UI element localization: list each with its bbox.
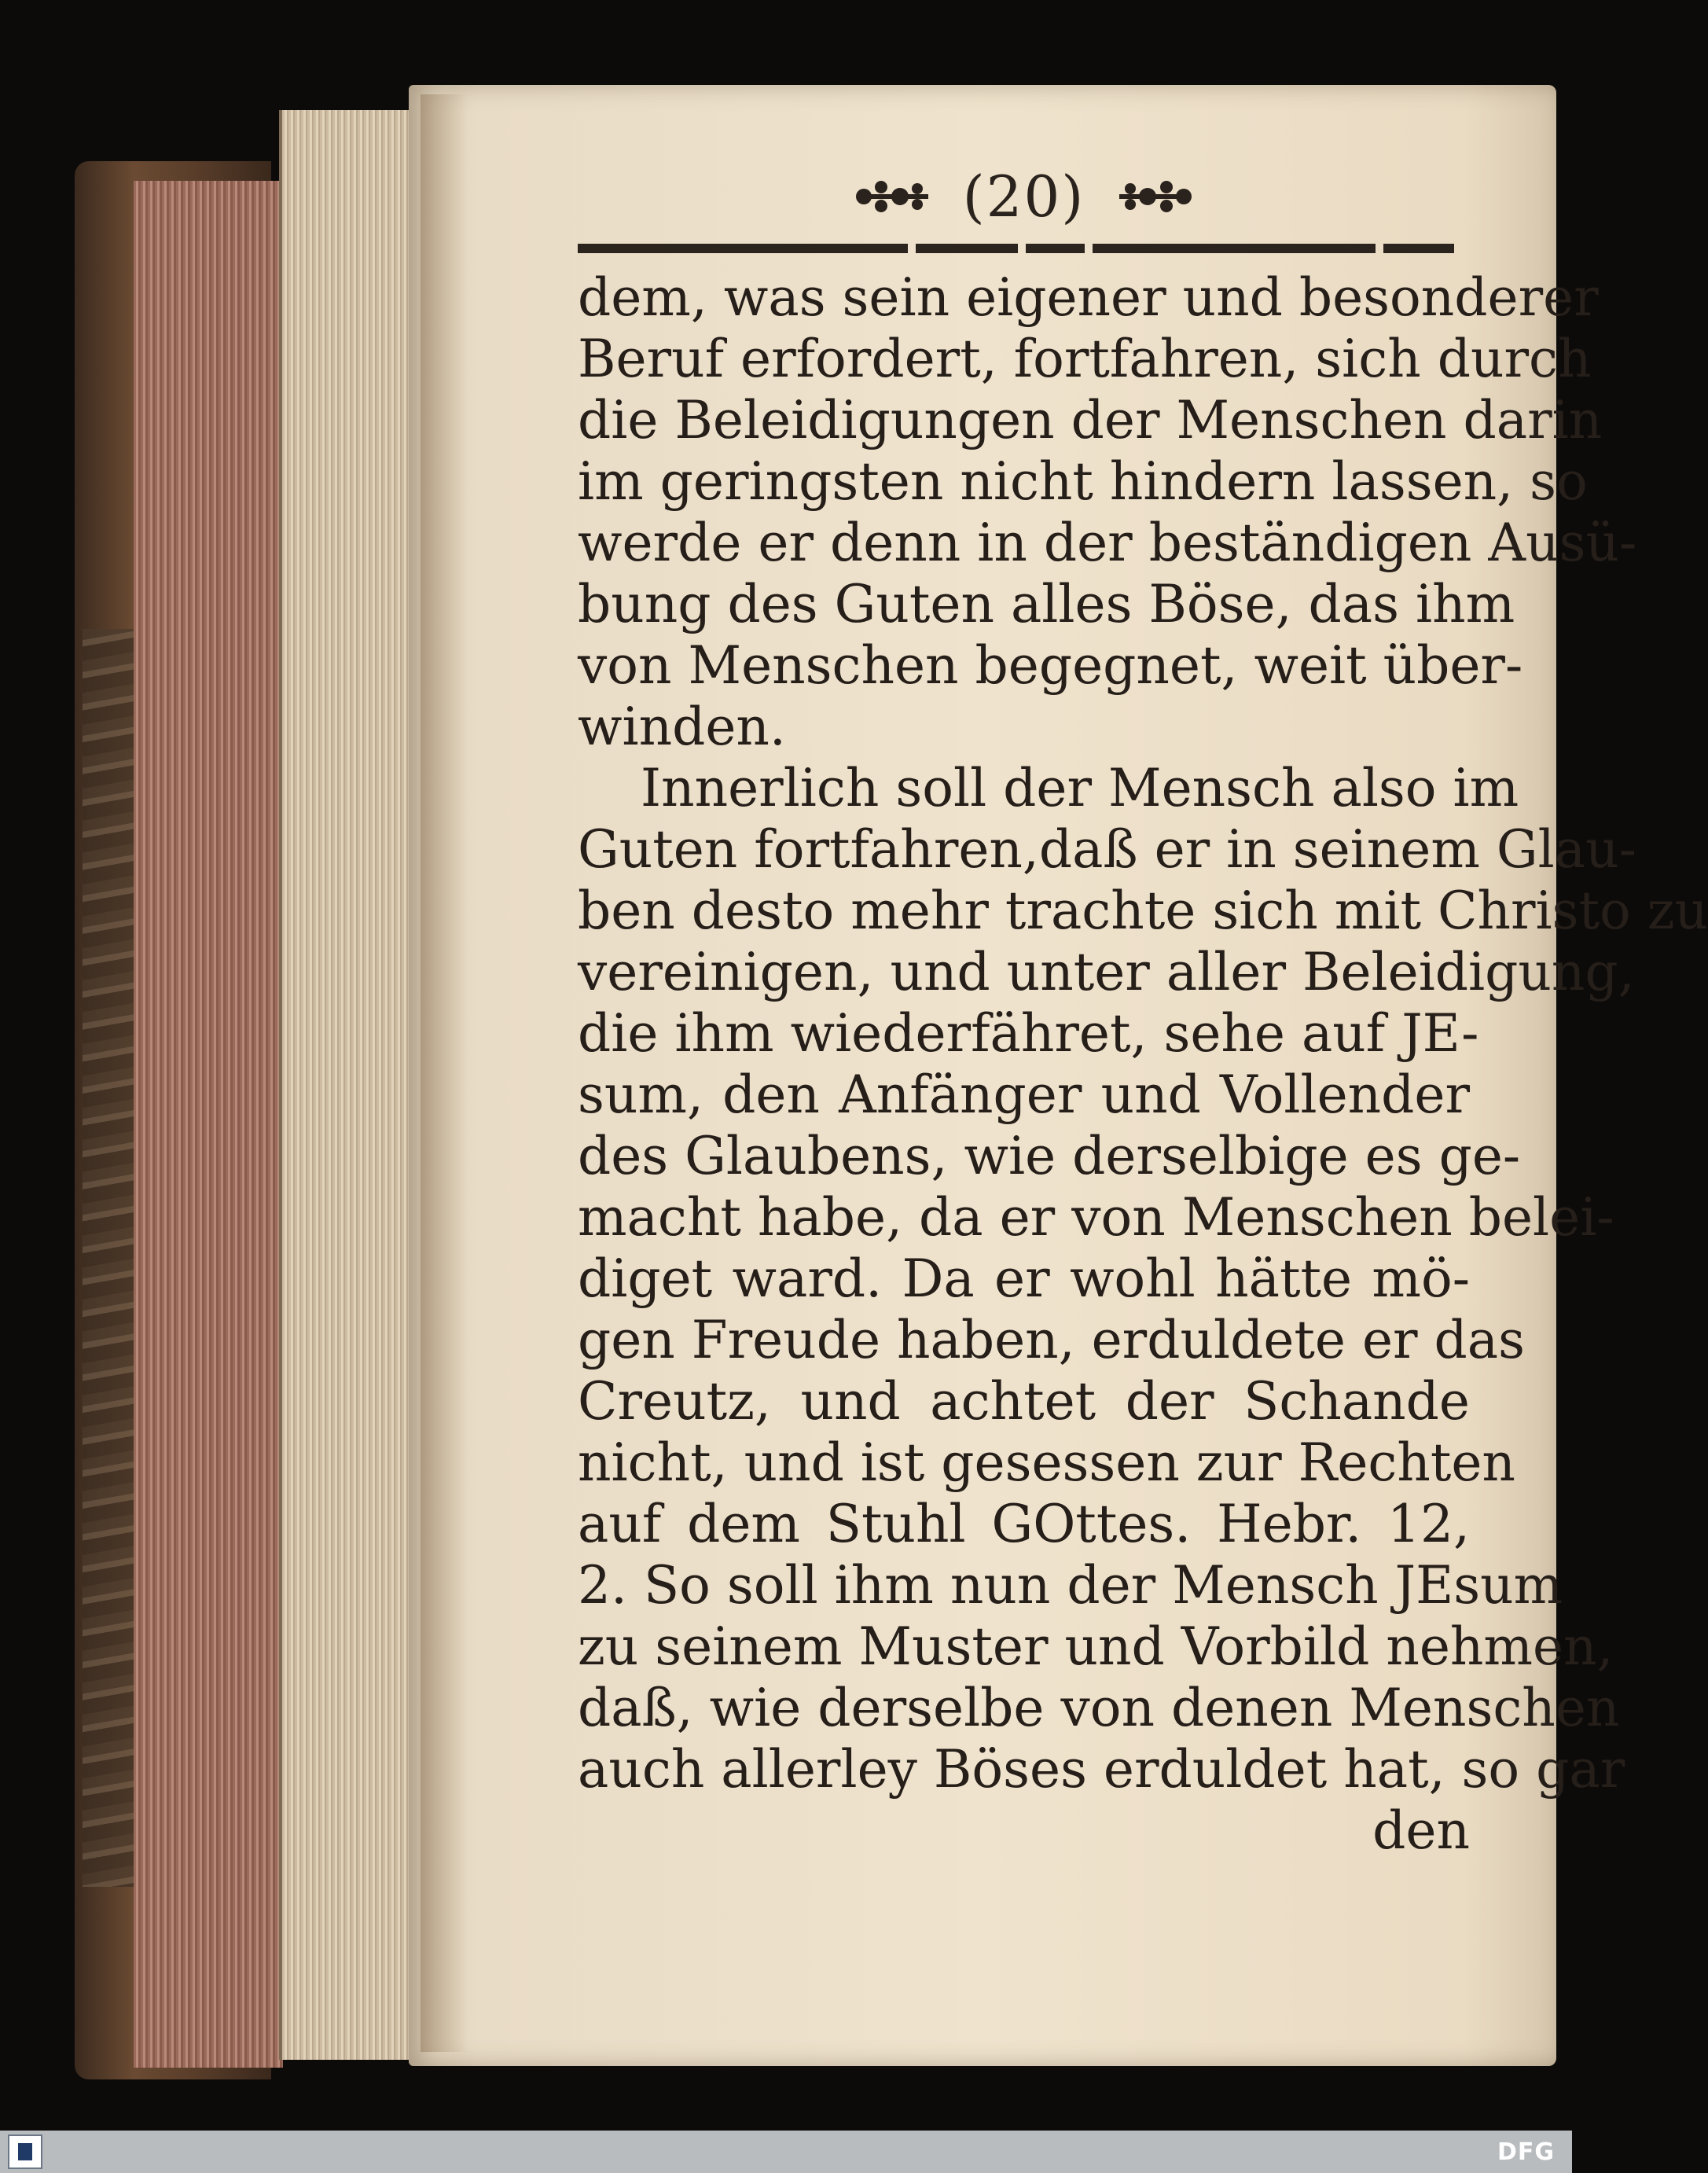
left-ornament-icon	[850, 173, 936, 220]
text-line: zu seinem Muster und Vorbild nehmen,	[578, 1616, 1614, 1677]
dfg-logo[interactable]: DFG	[1497, 2138, 1555, 2166]
page-number: (20)	[962, 164, 1085, 230]
text-line: ben desto mehr trachte sich mit Christo zu	[578, 881, 1708, 941]
text-line: Creutz, und achtet der Schande	[578, 1371, 1470, 1432]
text-line: von Menschen begegnet, weit über-	[578, 635, 1523, 696]
text-line: des Glaubens, wie derselbige es ge-	[578, 1126, 1521, 1186]
text-line: 2. So soll ihm nun der Mensch JEsum	[578, 1555, 1563, 1616]
text-line: diget ward. Da er wohl hätte mö-	[578, 1248, 1470, 1309]
rule-segment	[1383, 244, 1454, 253]
text-line: werde er denn in der beständigen Ausü-	[578, 513, 1637, 573]
text-line: auch allerley Böses erduldet hat, so gar	[578, 1739, 1625, 1800]
viewer-footer-bar	[0, 2131, 1572, 2173]
text-line: nicht, und ist gesessen zur Rechten	[578, 1432, 1515, 1493]
text-line: daß, wie derselbe von denen Menschen	[578, 1678, 1620, 1738]
text-line: vereinigen, und unter aller Beleidigung,	[578, 942, 1635, 1002]
rule-segment	[578, 244, 908, 253]
text-line: winden.	[578, 697, 786, 757]
rule-segment	[1093, 244, 1376, 253]
text-line: macht habe, da er von Menschen belei-	[578, 1187, 1614, 1248]
page-header	[578, 157, 1470, 236]
rule-segment	[916, 244, 1018, 253]
text-line: auf dem Stuhl GOttes. Hebr. 12,	[578, 1494, 1470, 1554]
text-line: die ihm wiederfähret, sehe auf JE-	[578, 1003, 1479, 1064]
page-gutter-shadow	[421, 94, 468, 2052]
text-line: im geringsten nicht hindern lassen, so	[578, 451, 1588, 512]
header-rule	[578, 244, 1470, 255]
text-line: Guten fortfahren,daß er in seinem Glau-	[578, 819, 1636, 880]
right-ornament-icon	[1111, 173, 1198, 220]
page-stack	[279, 110, 428, 2060]
text-line: Beruf erfordert, fortfahren, sich durch	[578, 329, 1592, 389]
text-line: gen Freude haben, erduldete er das	[578, 1310, 1526, 1370]
page-body-text	[578, 267, 1708, 1862]
text-line: sum, den Anfänger und Vollender	[578, 1064, 1470, 1125]
rule-segment	[1026, 244, 1085, 253]
text-line: dem, was sein eigener und besonderer	[578, 267, 1599, 328]
text-line: bung des Guten alles Böse, das ihm	[578, 574, 1515, 634]
catchword: den	[1372, 1800, 1470, 1861]
page-edges-red	[134, 181, 283, 2068]
library-logo-icon[interactable]	[8, 2134, 42, 2169]
text-line: Innerlich soll der Mensch also im	[641, 758, 1519, 818]
text-line: die Beleidigungen der Menschen darin	[578, 390, 1603, 450]
